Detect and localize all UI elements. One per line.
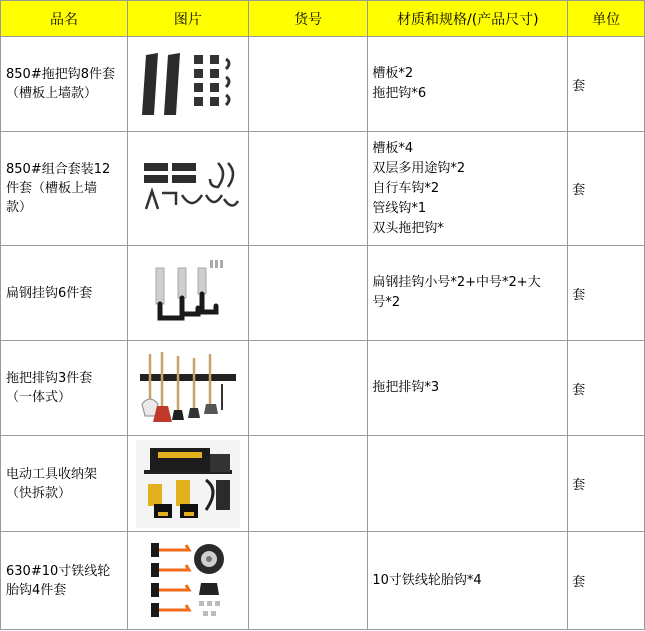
spec-cell[interactable]: [368, 436, 568, 532]
unit-cell[interactable]: 套: [568, 341, 645, 436]
table-row: [1, 532, 645, 630]
spec-line: 槽板*2: [372, 66, 414, 81]
table-row: [1, 436, 645, 532]
spec-line: 双层多用途钩*2: [372, 160, 466, 176]
power-tool-rack-photo: [136, 440, 240, 528]
header-row: [1, 1, 645, 37]
table-row: [1, 246, 645, 341]
spec-cell[interactable]: [368, 246, 568, 341]
table-row: [1, 37, 645, 132]
header-spec[interactable]: 材质和规格/(产品尺寸): [368, 1, 568, 37]
header-item-no[interactable]: 货号: [248, 1, 368, 37]
product-name-line: 胎钩4件套: [6, 582, 67, 598]
header-picture[interactable]: 图片: [127, 1, 248, 37]
picture-cell[interactable]: [127, 37, 248, 132]
product-name-cell[interactable]: [1, 341, 128, 436]
item-no-cell[interactable]: [248, 341, 368, 436]
spec-cell[interactable]: [368, 532, 568, 630]
item-no-cell[interactable]: [248, 436, 368, 532]
spec-line: 10寸铁线轮胎钩*4: [372, 572, 482, 588]
product-name-line: 850#组合套装12: [6, 162, 111, 177]
spec-line: 拖把钩*6: [372, 86, 427, 101]
product-name-line: 630#10寸铁线轮: [6, 563, 111, 579]
product-name-cell[interactable]: [1, 132, 128, 246]
product-name-line: 电动工具收纳架: [6, 466, 98, 482]
spec-line: 自行车钩*2: [372, 180, 440, 196]
product-name-line: （一体式）: [6, 390, 72, 405]
product-name-line: 件套（槽板上墙: [6, 181, 98, 196]
product-name-cell[interactable]: [1, 246, 128, 341]
spec-line: 双头拖把钩*: [372, 220, 444, 236]
table-row: [1, 341, 645, 436]
product-name-line: 850#拖把钩8件套: [6, 67, 115, 82]
product-name-cell[interactable]: [1, 436, 128, 532]
product-name-cell[interactable]: [1, 532, 128, 630]
product-name-line: （快拆款）: [6, 485, 72, 501]
spec-line: 槽板*4: [372, 140, 414, 156]
product-name-line: 扁钢挂钩6件套: [6, 285, 93, 301]
unit-cell[interactable]: 套: [568, 532, 645, 630]
spec-cell[interactable]: [368, 37, 568, 132]
unit-cell[interactable]: 套: [568, 132, 645, 246]
product-name-line: 拖把排钩3件套: [6, 371, 93, 386]
item-no-cell[interactable]: [248, 532, 368, 630]
unit-cell[interactable]: 套: [568, 436, 645, 532]
table-row: [1, 132, 645, 246]
spec-line: 拖把排钩*3: [372, 380, 440, 395]
tire-hooks-photo: [145, 539, 231, 623]
item-no-cell[interactable]: [248, 132, 368, 246]
spec-line: 扁钢挂钩小号*2+中号*2+大: [372, 275, 541, 290]
header-unit[interactable]: 单位: [568, 1, 645, 37]
item-no-cell[interactable]: [248, 246, 368, 341]
unit-cell[interactable]: 套: [568, 246, 645, 341]
header-name[interactable]: 品名: [1, 1, 128, 37]
product-name-cell[interactable]: [1, 37, 128, 132]
picture-cell[interactable]: [127, 436, 248, 532]
item-no-cell[interactable]: [248, 37, 368, 132]
spec-line: 号*2: [372, 295, 401, 310]
mop-rack-tools-photo: [138, 350, 238, 426]
storage-rail-hooks-photo: [138, 49, 238, 119]
unit-cell[interactable]: 套: [568, 37, 645, 132]
picture-cell[interactable]: [127, 246, 248, 341]
picture-cell[interactable]: [127, 532, 248, 630]
picture-cell[interactable]: [127, 341, 248, 436]
spec-cell[interactable]: [368, 341, 568, 436]
flat-steel-hooks-photo: [148, 258, 228, 328]
spec-line: 管线钩*1: [372, 200, 427, 216]
product-name-line: （槽板上墙款）: [6, 86, 98, 101]
spec-cell[interactable]: [368, 132, 568, 246]
product-name-line: 款）: [6, 200, 33, 215]
picture-cell[interactable]: [127, 132, 248, 246]
rail-hook-combo-photo: [136, 159, 240, 219]
